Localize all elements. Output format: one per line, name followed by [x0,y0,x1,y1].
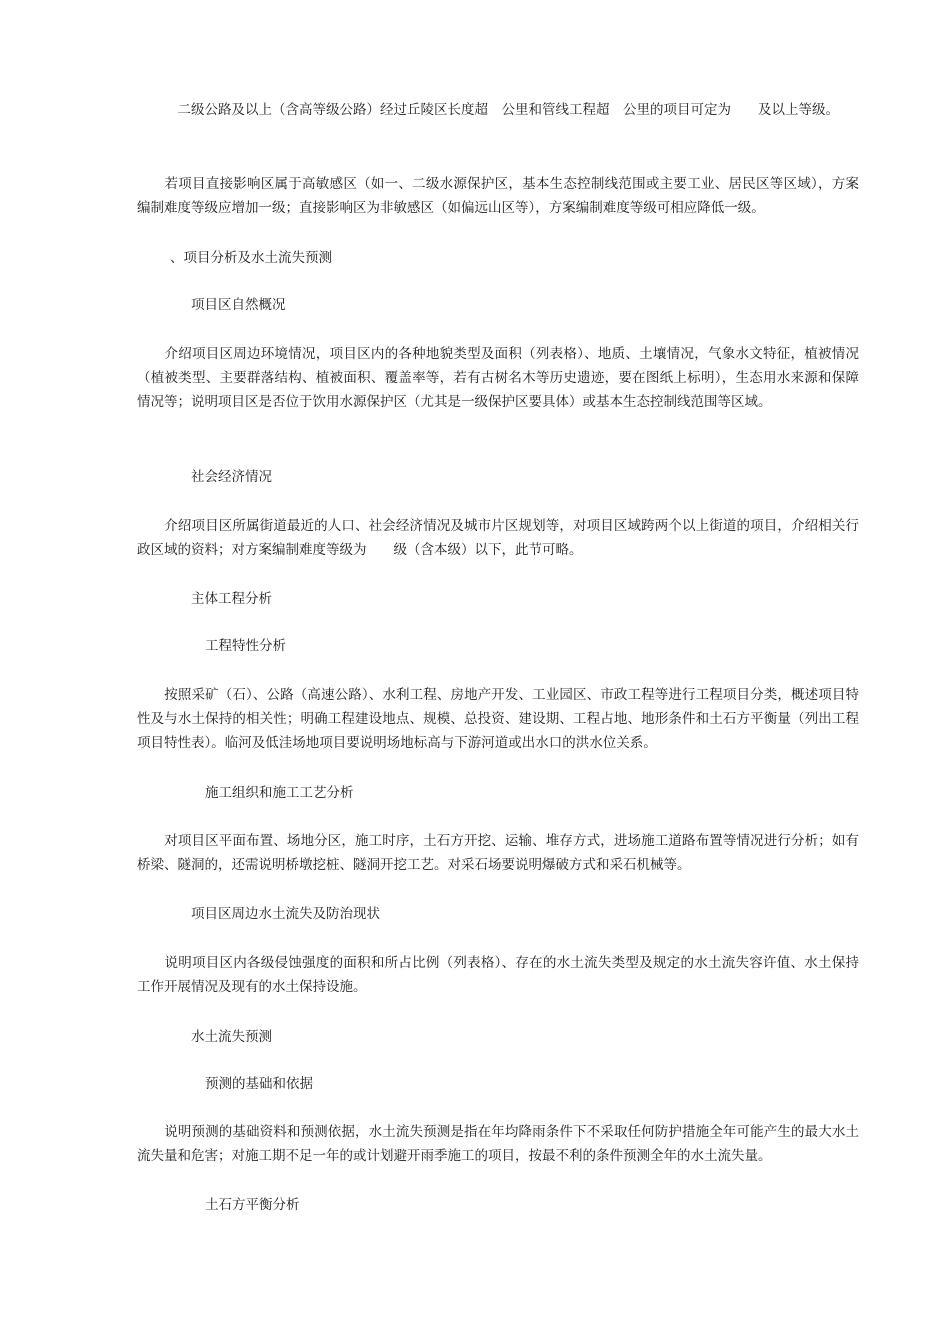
subsection-heading-natural-conditions: 项目区自然概况 [191,297,286,313]
subsection-heading-erosion-status: 项目区周边水土流失及防治现状 [191,906,380,922]
paragraph-engineering-features: 按照采矿（石）、公路（高速公路）、水利工程、房地产开发、工业园区、市政工程等进行工程项目分类，概述项目特性及与水土保持的相关性；明确工程建设地点、规模、总投资、建设期、工程占地、地形条件和土石方平衡量（列出工程项目特性表）。临河及低洼场地项目要说明场地标高与下游河道或出水口的洪水位关系。 [137,687,859,751]
paragraph-social-economy: 介绍项目区所属街道最近的人口、社会经济情况及城市片区规划等，对项目区域跨两个以上街道的项目，介绍相关行政区域的资料；对方案编制难度等级为 级（含本级）以下，此节可略。 [137,518,859,558]
paragraph-construction-org: 对项目区平面布置、场地分区，施工时序，土石方开挖、运输、堆存方式，进场施工道路布置等情况进行分析；如有桥梁、隧洞的，还需说明桥墩挖桩、隧洞开挖工艺。对采石场要说明爆破方式和采石机械等。 [137,833,859,873]
paragraph-natural-conditions: 介绍项目区周边环境情况，项目区内的各种地貌类型及面积（列表格）、地质、土壤情况，气象水文特征，植被情况（植被类型、主要群落结构、植被面积、覆盖率等，若有古树名木等历史遗迹，要在图纸上标明），生态用水来源和保障情况等；说明项目区是否位于饮用水源保护区（尤其是一级保护区要具体）或基本生态控制线范围等区域。 [137,346,859,410]
paragraph-sensitive-area: 若项目直接影响区属于高敏感区（如一、二级水源保护区，基本生态控制线范围或主要工业、居民区等区域），方案编制难度等级应增加一级；直接影响区为非敏感区（如偏远山区等），方案编制难度等级可相应降低一级。 [137,176,859,216]
subsubsection-heading-earthwork-balance: 土石方平衡分析 [205,1197,300,1213]
paragraph-prediction-basis: 说明预测的基础资料和预测依据，水土流失预测是指在年均降雨条件下不采取任何防护措施全年可能产生的最大水土流失量和危害；对施工期不足一年的或计划避开雨季施工的项目，按最不利的条件预测全年的水土流失量。 [137,1124,859,1164]
section-heading-project-analysis: 、项目分析及水土流失预测 [170,250,332,266]
subsubsection-heading-prediction-basis: 预测的基础和依据 [205,1076,313,1092]
subsubsection-heading-engineering-features: 工程特性分析 [205,638,286,654]
paragraph-erosion-status: 说明项目区内各级侵蚀强度的面积和所占比例（列表格）、存在的水土流失类型及规定的水土流失容许值、水土保持工作开展情况及现有的水土保持设施。 [137,955,859,995]
subsubsection-heading-construction-org: 施工组织和施工工艺分析 [205,785,354,801]
subsection-heading-social-economy: 社会经济情况 [191,469,272,485]
paragraph-grade-threshold: 二级公路及以上（含高等级公路）经过丘陵区长度超 公里和管线工程超 公里的项目可定为 及以上等级。 [137,102,839,118]
subsection-heading-main-engineering: 主体工程分析 [191,591,272,607]
subsection-heading-erosion-prediction: 水土流失预测 [191,1029,272,1045]
